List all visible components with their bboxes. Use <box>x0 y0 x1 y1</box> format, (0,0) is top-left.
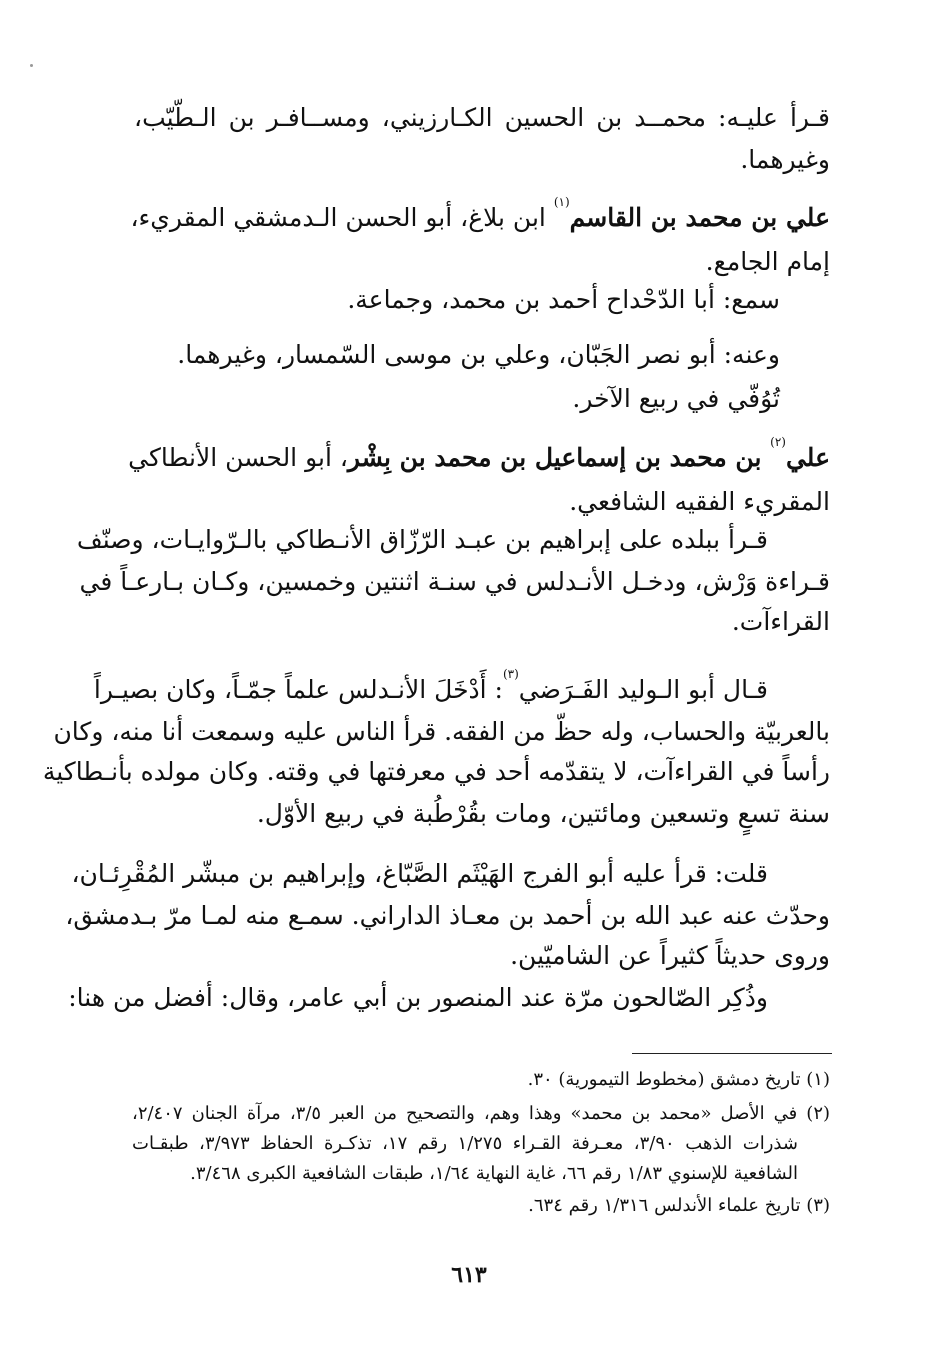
footnote-separator <box>632 1053 832 1054</box>
text-line: المقريء الفقيه الشافعي. <box>569 487 830 516</box>
text-line: رأساً في القراءآت، لا يتقدّمه أحد في معرفتها في وقته. وكان مولده بأنـطاكية <box>42 757 830 786</box>
entry-lineage: بن محمد بن إسماعيل بن محمد بن بِشْر <box>347 443 771 472</box>
entry-name: علي بن محمد بن القاسم <box>569 203 830 232</box>
text-line: إمام الجامع. <box>705 247 830 276</box>
footnote-ref[interactable]: (٣) <box>502 667 519 681</box>
entry-heading-line <box>128 435 830 480</box>
entry-name: علي <box>785 443 830 472</box>
text-line: قـرأ ببلده على إبراهيم بن عبـد الرّزّاق الأنـطاكي بالـرّوايـات، وصنّف <box>76 525 768 554</box>
text-line: قـراءة وَرْش، ودخـل الأنـدلس في سنـة اثنتين وخمسين، وكـان بـارعـاً في <box>79 567 830 596</box>
footnote: (٢) في الأصل «محمد بن محمد» وهذا وهم، والتصحيح من العبر ٣/٥، مرآة الجنان ٢/٤٠٧، <box>132 1103 831 1124</box>
text-line: القراءآت. <box>731 607 830 636</box>
footnote-ref[interactable]: (١) <box>553 195 570 209</box>
footnote: (٣) تاريخ علماء الأندلس ١/٣١٦ رقم ٦٣٤. <box>528 1195 830 1216</box>
text-line: قلت: قرأ عليه أبو الفرج الهَيْثَم الصَّبّاغ، وإبراهيم بن مبشّر المُقْرِئـان، <box>71 859 768 888</box>
text-line: سنة تسعٍ وتسعين ومائتين، ومات بقُرْطُبة في ربيع الأوّل. <box>256 799 830 828</box>
entry-heading-line <box>130 195 830 240</box>
text-line: بالعربيّة والحساب، وله حظّ من الفقه. قرأ الناس عليه وسمعت أنا منه، وكان <box>53 717 830 746</box>
footnote-ref[interactable]: (٢) <box>770 435 786 449</box>
text-line: وروى حديثاً كثيراً عن الشاميّين. <box>510 941 830 970</box>
quote-lead: قـال أبو الـوليد الفَـرَضي <box>518 675 768 704</box>
text-line: قـرأ عليـه: محمــد بن الحسين الكـارزيني، ومســافـر بن الـطّيّب، <box>134 103 830 132</box>
footnote: (١) تاريخ دمشق (مخطوط التيمورية) ٣٠. <box>527 1069 830 1090</box>
text-line: وغيرهما. <box>740 145 830 174</box>
text-line: وحدّث عنه عبد الله بن أحمد بن معـاذ الداراني. سمـع منه لمـا مرّ بـدمشق، <box>65 901 830 930</box>
text-line: وعنه: أبو نصر الجَبّان، وعلي بن موسى السّمسار، وغيرهما. <box>177 340 780 369</box>
page-number: ٦١٣ <box>451 1262 487 1288</box>
entry-heading-rest: ابن بلاغ، أبو الحسن الـدمشقي المقريء، <box>130 203 546 232</box>
quote-rest: : أَدْخَلَ الأنـدلس علماً جمّـاً، وكان بصيـراً <box>93 675 503 704</box>
entry-heading-rest: ، أبو الحسن الأنطاكي <box>128 443 348 472</box>
quote-line <box>93 667 768 712</box>
text-line: تُوُفّي في ربيع الآخر. <box>572 384 780 413</box>
footnote-continuation: شذرات الذهب ٣/٩٠، معـرفة القـراء ١/٢٧٥ رقم ١٧، تذكـرة الحفاظ ٣/٩٧٣، طبقـات <box>132 1133 798 1154</box>
text-line: سمع: أبا الدّحْداح أحمد بن محمد، وجماعة. <box>347 285 780 314</box>
scan-speck <box>30 64 33 67</box>
text-line: وذُكِر الصّالحون مرّة عند المنصور بن أبي عامر، وقال: أفضل من هنا: <box>68 983 768 1012</box>
footnote-continuation: الشافعية للإسنوي ١/٨٣ رقم ٦٦، غاية النهاية ١/٦٤، طبقات الشافعية الكبرى ٣/٤٦٨. <box>190 1163 798 1184</box>
